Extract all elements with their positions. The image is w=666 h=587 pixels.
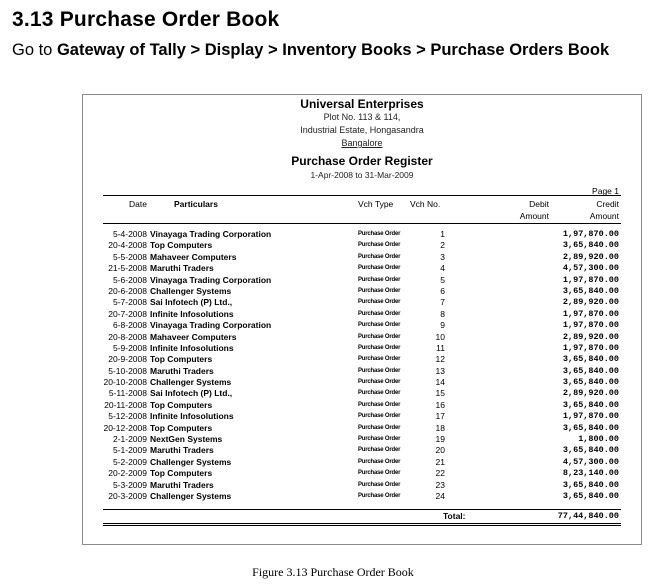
row-vch-no: 3 (440, 251, 445, 262)
row-particulars: Challenger Systems (150, 285, 232, 296)
row-particulars: Top Computers (150, 240, 213, 251)
column-header-particulars: Particulars (174, 199, 218, 209)
company-name: Universal Enterprises (300, 97, 424, 111)
table-row (83, 343, 641, 354)
table-row (83, 366, 641, 377)
row-date: 20-10-2008 (103, 377, 147, 388)
table-row (83, 275, 641, 286)
row-date: 20-6-2008 (108, 285, 147, 296)
row-vch-type: Purchase Order (358, 367, 401, 374)
header-top-rule (103, 195, 621, 196)
address-line-1: Plot No. 113 & 114, (323, 112, 401, 122)
row-vch-no: 20 (435, 445, 445, 456)
row-vch-type: Purchase Order (358, 390, 401, 397)
row-particulars: Vinayaga Trading Corporation (150, 320, 272, 331)
row-vch-type: Purchase Order (358, 413, 401, 420)
nav-path: Gateway of Tally > Display > Inventory Books > Purchase Orders Book (56, 41, 610, 59)
row-date: 5-12-2008 (108, 411, 147, 422)
row-vch-no: 18 (435, 422, 445, 433)
row-vch-no: 14 (435, 377, 445, 388)
row-vch-type: Purchase Order (358, 458, 401, 465)
row-vch-no: 1 (440, 229, 445, 239)
row-vch-type: Purchase Order (358, 436, 401, 443)
row-particulars: Maruthi Traders (150, 365, 214, 376)
row-credit-amount: 3,65,840.00 (562, 445, 619, 456)
table-row (83, 400, 641, 411)
row-credit-amount: 3,65,840.00 (562, 490, 619, 501)
row-vch-no: 5 (440, 274, 445, 285)
row-particulars: Infinite Infosolutions (150, 342, 234, 353)
row-particulars: Challenger Systems (150, 490, 232, 501)
row-credit-amount: 3,65,840.00 (562, 354, 619, 365)
row-vch-type: Purchase Order (358, 333, 401, 340)
row-particulars: Maruthi Traders (150, 479, 214, 490)
table-row (83, 240, 641, 251)
row-credit-amount: 1,97,870.00 (562, 320, 619, 331)
row-vch-no: 23 (435, 479, 445, 490)
row-particulars: Infinite Infosolutions (150, 308, 234, 319)
row-credit-amount: 2,89,920.00 (562, 297, 619, 308)
address-line-2: Industrial Estate, Hongasandra (300, 125, 424, 135)
row-credit-amount: 3,65,840.00 (562, 285, 619, 296)
row-particulars: Maruthi Traders (150, 445, 214, 456)
figure-caption: Figure 3.13 Purchase Order Book (252, 565, 414, 579)
report-title: Purchase Order Register (291, 154, 433, 168)
row-vch-type: Purchase Order (358, 492, 401, 499)
row-credit-amount: 8,23,140.00 (562, 468, 619, 479)
row-date: 21-5-2008 (108, 263, 147, 274)
row-vch-no: 21 (435, 456, 445, 467)
row-vch-no: 15 (435, 388, 445, 399)
row-vch-type: Purchase Order (358, 242, 401, 249)
row-date: 20-9-2008 (108, 354, 147, 365)
row-date: 5-10-2008 (108, 365, 147, 376)
row-date: 5-9-2008 (112, 342, 147, 353)
row-particulars: Mahaveer Computers (150, 251, 237, 262)
table-row (83, 411, 641, 422)
table-row (83, 286, 641, 297)
row-date: 20-8-2008 (108, 331, 147, 342)
row-date: 20-3-2009 (108, 490, 147, 501)
row-date: 6-8-2008 (112, 320, 147, 331)
row-particulars: Vinayaga Trading Corporation (150, 229, 272, 239)
row-vch-no: 10 (435, 331, 445, 342)
row-credit-amount: 3,65,840.00 (562, 365, 619, 376)
row-vch-no: 7 (440, 297, 445, 308)
row-vch-no: 16 (435, 399, 445, 410)
row-date: 20-2-2009 (108, 468, 147, 479)
row-vch-type: Purchase Order (358, 356, 401, 363)
row-vch-no: 24 (435, 490, 445, 501)
row-particulars: Maruthi Traders (150, 263, 214, 274)
row-date: 5-5-2008 (112, 251, 147, 262)
column-header-vch-type: Vch Type (358, 199, 394, 209)
row-vch-no: 4 (440, 263, 445, 274)
row-credit-amount: 1,97,870.00 (562, 308, 619, 319)
row-credit-amount: 4,57,300.00 (562, 263, 619, 274)
row-vch-no: 2 (440, 240, 445, 251)
header-bottom-rule (103, 223, 621, 224)
page-number: Page 1 (592, 186, 619, 196)
row-particulars: Challenger Systems (150, 456, 232, 467)
row-vch-type: Purchase Order (358, 379, 401, 386)
table-row (83, 377, 641, 388)
row-date: 5-11-2008 (108, 388, 147, 399)
row-vch-type: Purchase Order (358, 231, 401, 237)
table-row (83, 445, 641, 456)
row-vch-no: 22 (435, 468, 445, 479)
row-vch-no: 13 (435, 365, 445, 376)
purchase-order-register-screenshot (82, 94, 642, 545)
table-row (83, 468, 641, 479)
row-date: 2-1-2009 (112, 434, 147, 445)
row-particulars: NextGen Systems (150, 434, 223, 445)
total-double-rule-2 (103, 525, 621, 526)
column-header-debit: Debit (529, 199, 549, 209)
row-date: 5-7-2008 (112, 297, 147, 308)
column-header-credit-amount: Amount (589, 211, 619, 221)
row-vch-type: Purchase Order (358, 287, 401, 294)
table-row (83, 480, 641, 491)
row-particulars: Top Computers (150, 354, 213, 365)
table-row (83, 332, 641, 343)
column-header-credit: Credit (596, 199, 619, 209)
row-date: 20-4-2008 (108, 240, 147, 251)
table-row (83, 388, 641, 399)
row-vch-no: 8 (440, 308, 445, 319)
row-vch-no: 19 (435, 434, 445, 445)
row-particulars: Top Computers (150, 468, 213, 479)
column-header-vch-no: Vch No. (410, 199, 441, 209)
table-row (83, 423, 641, 434)
row-particulars: Top Computers (150, 399, 213, 410)
table-row (83, 320, 641, 331)
table-row (83, 297, 641, 308)
row-credit-amount: 1,97,870.00 (562, 229, 619, 239)
total-top-rule (103, 509, 621, 510)
total-double-rule-1 (103, 523, 621, 524)
row-credit-amount: 3,65,840.00 (562, 377, 619, 388)
row-vch-type: Purchase Order (358, 481, 401, 488)
row-credit-amount: 4,57,300.00 (562, 456, 619, 467)
row-date: 5-4-2008 (112, 229, 147, 239)
row-date: 5-2-2009 (112, 456, 147, 467)
row-vch-no: 9 (440, 320, 445, 331)
row-credit-amount: 3,65,840.00 (562, 399, 619, 410)
row-vch-type: Purchase Order (358, 322, 401, 329)
row-date: 5-6-2008 (112, 274, 147, 285)
row-vch-type: Purchase Order (358, 276, 401, 283)
register-rows (83, 229, 641, 502)
table-row (83, 252, 641, 263)
row-vch-type: Purchase Order (358, 401, 401, 408)
row-credit-amount: 3,65,840.00 (562, 479, 619, 490)
column-header-debit-amount: Amount (519, 211, 549, 221)
row-date: 20-11-2008 (104, 399, 147, 410)
table-row (83, 309, 641, 320)
column-header-date: Date (129, 199, 147, 209)
table-row (83, 354, 641, 365)
row-date: 5-3-2009 (112, 479, 147, 490)
total-credit-amount: 77,44,840.00 (557, 511, 619, 521)
row-vch-no: 11 (436, 342, 445, 353)
row-credit-amount: 2,89,920.00 (562, 251, 619, 262)
row-credit-amount: 3,65,840.00 (562, 240, 619, 251)
table-row (83, 229, 641, 240)
row-vch-no: 12 (435, 354, 445, 365)
table-row (83, 457, 641, 468)
row-credit-amount: 2,89,920.00 (562, 388, 619, 399)
row-credit-amount: 1,97,870.00 (562, 411, 619, 422)
row-particulars: Vinayaga Trading Corporation (150, 274, 272, 285)
table-row (83, 434, 641, 445)
row-particulars: Sai Infotech (P) Ltd., (150, 297, 233, 308)
row-date: 20-7-2008 (108, 308, 147, 319)
row-vch-type: Purchase Order (358, 253, 401, 260)
row-credit-amount: 1,97,870.00 (562, 342, 619, 353)
row-vch-type: Purchase Order (358, 424, 401, 431)
row-credit-amount: 2,89,920.00 (562, 331, 619, 342)
row-credit-amount: 1,800.00 (578, 434, 619, 445)
row-particulars: Challenger Systems (150, 377, 232, 388)
row-date: 20-12-2008 (103, 422, 147, 433)
row-particulars: Sai Infotech (P) Ltd., (150, 388, 233, 399)
row-vch-no: 6 (440, 285, 445, 296)
navigation-instruction (12, 41, 609, 60)
row-particulars: Top Computers (150, 422, 213, 433)
section-heading: 3.13 Purchase Order Book (12, 8, 280, 31)
row-vch-type: Purchase Order (358, 310, 401, 317)
row-vch-no: 17 (435, 411, 445, 422)
row-vch-type: Purchase Order (358, 344, 401, 351)
nav-prefix: Go to (12, 41, 53, 59)
row-vch-type: Purchase Order (358, 299, 401, 306)
row-vch-type: Purchase Order (358, 470, 401, 477)
address-city: Bangalore (341, 138, 383, 148)
row-date: 5-1-2009 (112, 445, 147, 456)
row-vch-type: Purchase Order (358, 265, 401, 272)
report-period: 1-Apr-2008 to 31-Mar-2009 (310, 170, 414, 180)
row-credit-amount: 1,97,870.00 (562, 274, 619, 285)
row-particulars: Mahaveer Computers (150, 331, 237, 342)
total-label: Total: (443, 511, 466, 521)
row-particulars: Infinite Infosolutions (150, 411, 234, 422)
table-row (83, 491, 641, 502)
row-vch-type: Purchase Order (358, 447, 401, 454)
row-credit-amount: 3,65,840.00 (562, 422, 619, 433)
table-row (83, 263, 641, 274)
